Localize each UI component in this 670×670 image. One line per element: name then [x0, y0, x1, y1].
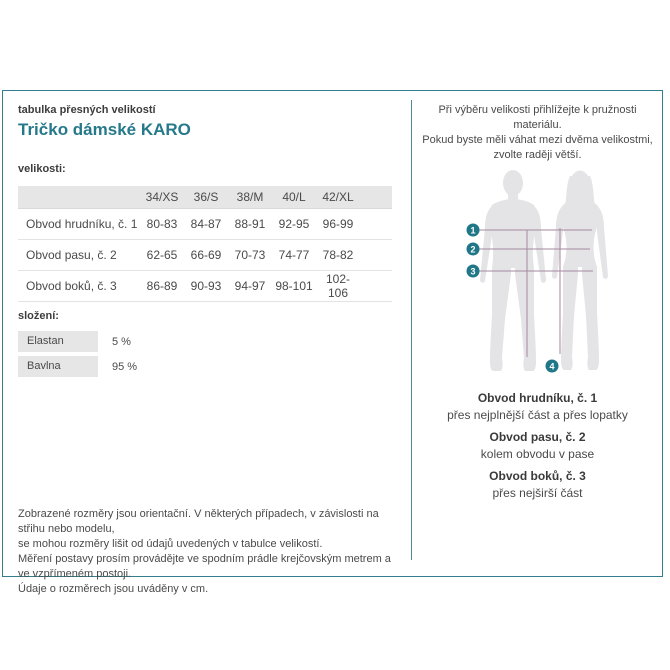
size-column-header: 42/XL: [322, 190, 354, 204]
legend-item-chest: [412, 390, 663, 423]
note-line: Měření postavy prosím provádějte ve spodním prádle krejčovským metrem a ve vzpřímeném postoji.: [18, 553, 391, 580]
page-eyebrow: tabulka přesných velikostí: [18, 104, 156, 116]
material-percent: 95 %: [112, 360, 138, 373]
marker-number-4: 4: [549, 361, 555, 372]
cell-value: 78-82: [322, 248, 354, 262]
size-table: [18, 186, 392, 302]
legend-item-hips: [412, 468, 663, 501]
cell-value: 80-83: [146, 217, 178, 231]
size-column-header: 40/L: [282, 190, 306, 204]
material-percent: 5 %: [112, 335, 131, 348]
legend-desc: kolem obvodu v pase: [480, 447, 595, 461]
page-title: Tričko dámské KARO: [18, 120, 191, 139]
table-row-waist: [18, 240, 392, 271]
cell-value: 102-106: [325, 272, 351, 300]
cell-value: 62-65: [146, 248, 178, 262]
cell-value: 86-89: [146, 279, 178, 293]
marker-number-3: 3: [470, 266, 476, 277]
legend-title: Obvod pasu, č. 2: [489, 430, 586, 444]
row-label: Obvod pasu, č. 2: [26, 248, 117, 262]
cell-value: 88-91: [234, 217, 266, 231]
sizes-section-label: velikosti:: [18, 163, 66, 175]
composition-row: [18, 331, 398, 352]
size-column-header: 34/XS: [145, 190, 179, 204]
marker-number-2: 2: [470, 244, 476, 255]
cell-value: 66-69: [190, 248, 222, 262]
disclaimer-notes: [18, 507, 403, 597]
cell-value: 90-93: [190, 279, 222, 293]
cell-value: 98-101: [275, 279, 313, 293]
material-name: Bavlna: [18, 356, 98, 377]
advice-line: zvolte raději větší.: [493, 149, 582, 161]
table-row-hips: [18, 271, 392, 302]
composition-row: [18, 356, 398, 377]
cell-value: 96-99: [322, 217, 354, 231]
legend-title: Obvod hrudníku, č. 1: [477, 391, 598, 405]
composition-section-label: složení:: [18, 310, 59, 322]
row-label: Obvod boků, č. 3: [26, 279, 117, 293]
cell-value: 70-73: [234, 248, 266, 262]
cell-value: 84-87: [190, 217, 222, 231]
note-line: Údaje o rozměrech jsou uváděny v cm.: [18, 583, 209, 595]
row-label: Obvod hrudníku, č. 1: [26, 217, 138, 231]
legend-desc: přes nejplnější část a přes lopatky: [447, 408, 628, 422]
legend-title: Obvod boků, č. 3: [489, 469, 586, 483]
legend-item-waist: [412, 429, 663, 462]
body-silhouettes-figure: [440, 164, 665, 380]
table-row-chest: [18, 209, 392, 240]
measurement-legend: [412, 390, 663, 507]
size-table-header-row: [18, 186, 392, 209]
size-column-header: 36/S: [193, 190, 219, 204]
note-line: Zobrazené rozměry jsou orientační. V některých případech, v závislosti na střihu nebo modelu,: [18, 508, 379, 535]
cell-value: 92-95: [278, 217, 310, 231]
fit-advice-text: [414, 103, 661, 163]
cell-value: 94-97: [234, 279, 266, 293]
note-line: se mohou rozměry lišit od údajů uvedených v tabulce velikostí.: [18, 538, 323, 550]
size-column-header: 38/M: [236, 190, 264, 204]
advice-line: Pokud byste měli váhat mezi dvěma velikostmi,: [422, 134, 653, 146]
legend-desc: přes nejširší část: [492, 486, 583, 500]
marker-number-1: 1: [470, 225, 476, 236]
cell-value: 74-77: [278, 248, 310, 262]
advice-line: Při výběru velikosti přihlížejte k pružnosti materiálu.: [438, 104, 637, 131]
material-name: Elastan: [18, 331, 98, 352]
